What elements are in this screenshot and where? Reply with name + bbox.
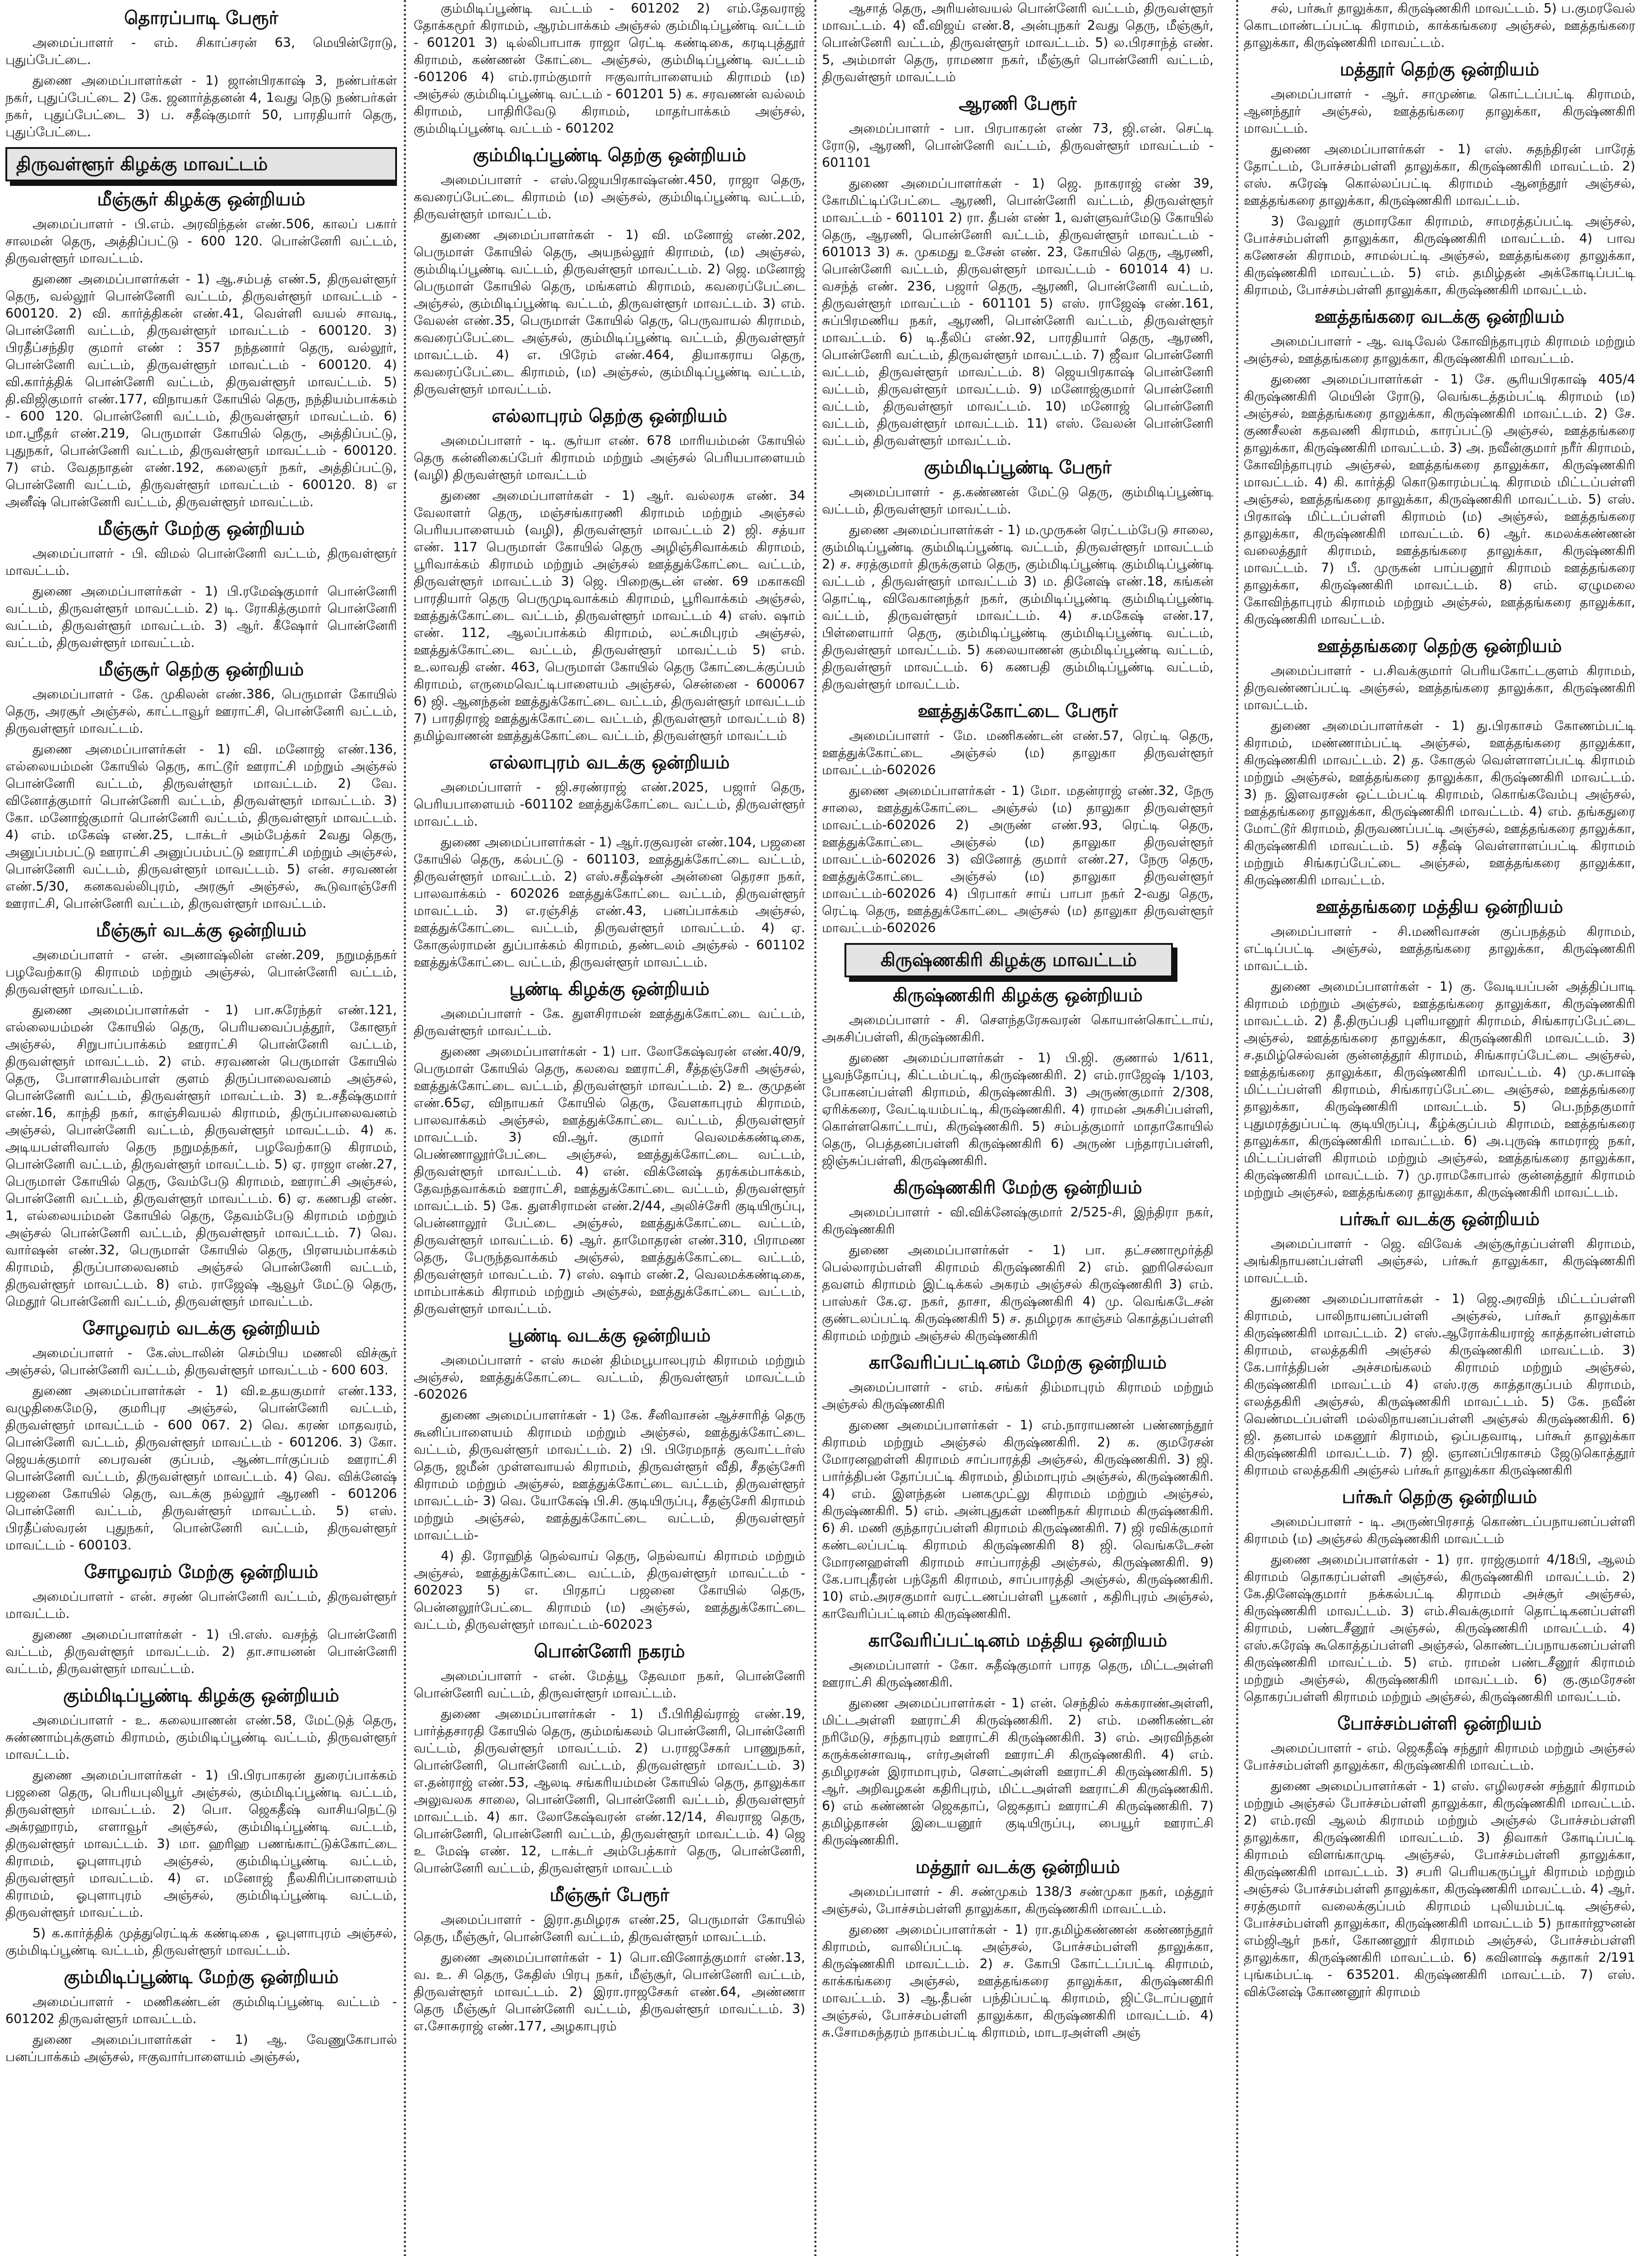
section-heading: ஆரணி பேரூர்	[959, 93, 1077, 114]
member-paragraph: அமைப்பாளர் - பா. பிரபாகரன் எண் 73, ஜி.என். செட்டி ரோடு, ஆரணி, பொன்னேரி வட்டம், திருவள்ளூர் மாவட்டம் - 601101	[822, 121, 1214, 170]
column-2	[414, 0, 805, 2256]
section-heading: காவேரிப்பட்டினம் மத்திய ஒன்றியம்	[868, 1630, 1167, 1651]
section-heading: சோழவரம் வடக்கு ஒன்றியம்	[82, 1318, 320, 1339]
section-heading: போச்சம்பள்ளி ஒன்றியம்	[1337, 1713, 1542, 1734]
section-heading: மீஞ்சூர் மேற்கு ஒன்றியம்	[97, 518, 305, 539]
member-paragraph: அமைப்பாளர் - கே. துளசிராமன் ஊத்துக்கோட்டை வட்டம், திருவள்ளூர் மாவட்டம்.	[414, 1006, 805, 1038]
member-paragraph: அமைப்பாளர் - பி. விமல் பொன்னேரி வட்டம், திருவள்ளூர் மாவட்டம்.	[5, 546, 397, 578]
district-heading: திருவள்ளூர் கிழக்கு மாவட்டம்	[5, 147, 397, 181]
section-heading: மத்தூர் வடக்கு ஒன்றியம்	[915, 1857, 1120, 1877]
section-heading: ஊத்துக்கோட்டை பேரூர்	[918, 701, 1118, 721]
member-paragraph: அமைப்பாளர் - டி. அருண்பிரசாத் கொண்டப்பநாயனப்பள்ளி கிராமம் (ம) அஞ்சல் கிருஷ்ணகிரி மாவட்டம்	[1244, 1514, 1635, 1546]
member-paragraph: அமைப்பாளர் - இரா.தமிழரசு எண்.25, பெருமாள் கோயில் தெரு, மீஞ்சூர், பொன்னேரி வட்டம், திருவள்ளூர் மாவட்டம்.	[414, 1912, 805, 1944]
member-paragraph: துணை அமைப்பாளர்கள் - 1) பா.சுரேந்தர் எண்.121, எல்லையம்மன் கோயில் தெரு, பெரியவைப்பத்தூர், கோளூர் அஞ்சல், சிறுபாப்பாக்கம் ஊராட்சி பொன்னேரி வட்டம், திருவள்ளூர் மாவட்டம். 2) எம். சரவணன் பெருமாள் கோயில் தெரு, போளாசிவம்பாள் குளம் திருப்பாலைவனம் அஞ்சல், பொன்னேரி வட்டம், திருவள்ளூர் மாவட்டம். 3) உ.சதீஷ்குமார் எண்.16, காந்தி நகர், காஞ்சிவயல் கிராமம், திருப்பாலைவனம் அஞ்சல், பொன்னேரி வட்டம், திருவள்ளூர் மாவட்டம். 4) க. அடியபள்ளிவாஸ் தெரு நறுமத்நகர், பழவேற்காடு கிராமம், பொன்னேரி வட்டம், திருவள்ளூர் மாவட்டம். 5) ஏ. ராஜா எண்.27, பெருமாள் கோயில் தெரு, வேம்பேடு கிராமம், ஊராட்சி அஞ்சல், பொன்னேரி வட்டம், திருவள்ளூர் மாவட்டம். 6) ஏ. கணபதி எண். 1, எல்லையம்மன் கோயில் தெரு, தேவம்பேடு கிராமம் மற்றும் அஞ்சல் பொன்னேரி வட்டம், திருவள்ளூர் மாவட்டம். 7) வெ. வார்ஷன் எண்.32, பெருமாள் கோயில் தெரு, பிரளயம்பாக்கம் கிராமம், திருப்பாலைவனம் அஞ்சல் பொன்னேரி வட்டம், திருவள்ளூர் மாவட்டம். 8) எம். ராஜேஷ் ஆவூர் மேட்டு தெரு, மெதூர் பொன்னேரி வட்டம், திருவள்ளூர் மாவட்டம்.	[5, 1003, 397, 1309]
member-paragraph: அமைப்பாளர் - கே.ஸ்டாலின் செம்பிய மணலி விச்சூர் அஞ்சல், பொன்னேரி வட்டம், திருவள்ளூர் மாவட்டம் - 600 603.	[5, 1345, 397, 1378]
member-paragraph: துணை அமைப்பாளர்கள் - 1) ஆ. வேணுகோபால் பனப்பாக்கம் அஞ்சல், ஈகுவார்பாளையம் அஞ்சல்,	[5, 2032, 397, 2064]
section-heading: மீஞ்சூர் கிழக்கு ஒன்றியம்	[97, 189, 305, 210]
member-paragraph: அமைப்பாளர் - சி. சண்முகம் 138/3 சண்முகா நகர், மத்தூர் அஞ்சல், போச்சம்பள்ளி தாலுக்கா, கிருஷ்ணகிரி மாவட்டம்.	[822, 1884, 1214, 1916]
section-heading: மீஞ்சூர் வடக்கு ஒன்றியம்	[96, 920, 307, 941]
member-paragraph: துணை அமைப்பாளர்கள் - 1) என். செந்தில் சுக்கராண்அள்ளி, மிட்டஅள்ளி ஊராட்சி கிருஷ்ணகிரி. 2) எம். மணிகண்டன் நரிமேடு, சந்தாபுரம் ஊராட்சி கிருஷ்ணகிரி. 3) எம். அரவிந்தன் கருக்கன்சாவடி, எர்ரஅள்ளி ஊராட்சி கிருஷ்ணகிரி. 4) எம். தமிழரசன் இராமாபுரம், சௌட்அள்ளி ஊராட்சி கிருஷ்ணகிரி. 5) ஆர். அறிவழகன் கதிரிபுரம், மிட்டஅள்ளி ஊராட்சி கிருஷ்ணகிரி. 6) எம் கண்ணன் ஜெகதாப், ஜெகதாப் ஊராட்சி கிருஷ்ணகிரி. 7) தமிழ்தாசன் இடையனூர் குடியிருப்பு, பையூர் ஊராட்சி கிருஷ்ணகிரி.	[822, 1696, 1214, 1848]
member-paragraph: 4) தி. ரோஹித் நெல்வாய் தெரு, நெல்வாய் கிராமம் மற்றும் அஞ்சல், ஊத்துக்கோட்டை வட்டம், திருவள்ளூர் மாவட்டம் - 602023 5) எ. பிரதாப் பஜனை கோயில் தெரு, பென்னலூர்பேட்டை கிராமம் (ம) அஞ்சல், ஊத்துக்கோட்டை வட்டம், திருவள்ளூர் மாவட்டம்-602023	[414, 1549, 805, 1632]
section-heading: கும்மிடிப்பூண்டி தெற்கு ஒன்றியம்	[473, 145, 746, 166]
member-paragraph: துணை அமைப்பாளர்கள் - 1) ஜெ.அரவிந் மிட்டப்பள்ளி கிராமம், பாலிநாயனப்பள்ளி அஞ்சல், பர்கூர் தாலுக்கா கிருஷ்ணகிரி மாவட்டம். 2) எஸ்.ஆரோக்கியராஜ் காத்தான்பள்ளம் கிராமம், எலத்தகிரி அஞ்சல் கிருஷ்ணகிரி மாவட்டம். 3) கே.பார்த்திபன் அச்சமங்கலம் கிராமம் மற்றும் அஞ்சல், கிருஷ்ணகிரி மாவட்டம் 4) எஸ்.ரகு காத்தாகுப்பம் கிராமம், எலத்தகிரி அஞ்சல், கிருஷ்ணகிரி மாவட்டம். 5) கே. நவீன் வெண்மடப்பள்ளி மல்லிநாயனப்பள்ளி அஞ்சல் கிருஷ்ணகிரி. 6) ஜி. தனபால் மகனூர் கிராமம், ஒப்பதவாடி, பர்கூர் தாலுக்கா கிருஷ்ணகிரி மாவட்டம். 7) ஜி. ஞானப்பிரகாசம் ஜேடுகொத்தூர் கிராமம் எலத்தகிரி அஞ்சல் பர்கூர் தாலுக்கா கிருஷ்ணகிரி	[1244, 1291, 1635, 1478]
section-heading: மீஞ்சூர் தெற்கு ஒன்றியம்	[98, 659, 304, 680]
member-paragraph: அமைப்பாளர் - ஆர். சாமுண்டீ கொட்டப்பட்டி கிராமம், ஆனந்தூர் அஞ்சல், ஊத்தங்கரை தாலுக்கா, கிருஷ்ணகிரி மாவட்டம்.	[1244, 87, 1635, 136]
member-paragraph: 3) வேலூர் குமாரகோ கிராமம், சாமரத்தப்பட்டி அஞ்சல், போச்சம்பள்ளி தாலுக்கா, கிருஷ்ணகிரி மாவட்டம். 4) பாவ கணேசன் கிராமம், சாமல்பட்டி அஞ்சல், ஊத்தங்கரை தாலுக்கா, கிருஷ்ணகிரி மாவட்டம். 5) எம். தமிழ்தன் அக்கோடிப்பட்டி கிராமம், போச்சம்பள்ளி தாலுக்கா, கிருஷ்ணகிரி மாவட்டம்.	[1244, 214, 1635, 297]
section-heading: ஊத்தங்கரை தெற்கு ஒன்றியம்	[1317, 636, 1562, 656]
section-heading: பொன்னேரி நகரம்	[534, 1641, 685, 1662]
member-paragraph: துணை அமைப்பாளர்கள் - 1) பா. லோகேஷ்வரன் எண்.40/9, பெருமாள் கோயில் தெரு, கலவை ஊராட்சி, சீத்தஞ்சேரி அஞ்சல், ஊத்துக்கோட்டை வட்டம், திருவள்ளூர் மாவட்டம். 2) உ. குமுதன் எண்.65ஏ, விநாயகர் கோயில் தெரு, வேளகாபுரம் கிராமம், பாலவாக்கம் அஞ்சல், ஊத்துக்கோட்டை வட்டம், திருவள்ளூர் மாவட்டம். 3) வி.ஆர். குமார் வெலமக்கண்டிகை, பெண்ணாலூர்பேட்டை அஞ்சல், ஊத்துக்கோட்டை வட்டம், திருவள்ளூர் மாவட்டம். 4) என். விக்னேஷ் தரக்கம்பாக்கம், தேவந்தவாக்கம் ஊராட்சி, ஊத்துக்கோட்டை வட்டம், திருவள்ளூர் மாவட்டம். 5) கே. துளசிராமன் எண்.2/44, அலிச்சேரி குடியிருப்பு, பென்னாலூர் பேட்டை அஞ்சல், ஊத்துக்கோட்டை வட்டம், திருவள்ளூர் மாவட்டம். 6) ஆர். தாமோதரன் எண்.310, பிராமண தெரு, பேருந்தவாக்கம் அஞ்சல், ஊத்துக்கோட்டை வட்டம், திருவள்ளூர் மாவட்டம். 7) எஸ். ஷாம் எண்.2, வெலமக்கண்டிகை, மாம்பாக்கம் கிராமம் மற்றும் அஞ்சல், ஊத்துக்கோட்டை வட்டம், திருவள்ளூர் மாவட்டம்.	[414, 1044, 805, 1316]
member-paragraph: துணை அமைப்பாளர்கள் - 1) ஜெ. நாகராஜ் எண் 39, கோமிட்டிப்பேட்டை ஆரணி, பொன்னேரி வட்டம், திருவள்ளூர் மாவட்டம் - 601101 2) ரா. தீபன் எண் 1, வள்ளுவர்மேடு கோயில் தெரு, ஆரணி, பொன்னேரி வட்டம், திருவள்ளூர் மாவட்டம் - 601013 3) சு. முகமது உசேன் எண். 23, கோயில் தெரு, ஆரணி, பொன்னேரி வட்டம், திருவள்ளூர் மாவட்டம் - 601014 4) ப. வசந்த் எண். 236, பஜார் தெரு, ஆரணி, பொன்னேரி வட்டம், திருவள்ளூர் மாவட்டம் - 601101 5) எஸ். ராஜேஷ் எண்.161, சுப்பிரமணிய நகர், ஆரணி, பொன்னேரி வட்டம், திருவள்ளூர் மாவட்டம். 6) டி.தீலிப் எண்.92, பாரதியார் தெரு, ஆரணி, பொன்னேரி வட்டம், திருவள்ளூர் மாவட்டம். 7) ஜீவா பொன்னேரி வட்டம், திருவள்ளூர் மாவட்டம். 8) ஜெயபிரகாஷ் பொன்னேரி வட்டம், திருவள்ளூர் மாவட்டம். 9) மனோஜ்குமார் பொன்னேரி வட்டம், திருவள்ளூர் மாவட்டம். 10) மனோஜ் பொன்னேரி வட்டம், திருவள்ளூர் மாவட்டம். 11) எஸ். வேலன் பொன்னேரி வட்டம், திருவள்ளூர் மாவட்டம்.	[822, 176, 1214, 448]
member-paragraph: 5) க.கார்த்திக் முத்துரெட்டிக் கண்டிகை , ஓபுளாபுரம் அஞ்சல், கும்மிடிப்பூண்டி வட்டம், திருவள்ளூர் மாவட்டம்.	[5, 1926, 397, 1958]
member-paragraph: அமைப்பாளர் - எஸ்.ஜெயபிரகாஷ்எண்.450, ராஜா தெரு, கவரைப்பேட்டை கிராமம் (ம) அஞ்சல், கும்மிடிப்பூண்டி வட்டம், திருவள்ளூர் மாவட்டம்.	[414, 172, 805, 222]
member-paragraph: துணை அமைப்பாளர்கள் - 1) பி.பிரபாகரன் துரைப்பாக்கம் பஜனை தெரு, பெரியபுலியூர் அஞ்சல், கும்மிடிப்பூண்டி வட்டம், திருவள்ளூர் மாவட்டம். 2) பொ. ஜெகதீஷ் வாசியநெட்டு அக்ரஹாரம், எளாவூர் அஞ்சல், கும்மிடிப்பூண்டி வட்டம், திருவள்ளூர் மாவட்டம். 3) மா. ஹரிஹ பணங்காட்டுக்கோட்டை கிராமம், ஓபுளாபுரம் அஞ்சல், கும்மிடிப்பூண்டி வட்டம், திருவள்ளூர் மாவட்டம். 4) எ. மனோஜ் நீலகிரிப்பாளையம் கிராமம், ஓபுளாபுரம் அஞ்சல், கும்மிடிப்பூண்டி வட்டம், திருவள்ளூர் மாவட்டம்.	[5, 1768, 397, 1920]
section-heading: கிருஷ்ணகிரி கிழக்கு ஒன்றியம்	[893, 985, 1143, 1006]
member-paragraph: துணை அமைப்பாளர்கள் - 1) ஆர்.ரகுவரன் எண்.104, பஜனை கோயில் தெரு, கல்பட்டு - 601103, ஊத்துக்கோட்டை வட்டம், திருவள்ளூர் மாவட்டம். 2) எஸ்.சதீஷ்சன் அன்னை தெரசா நகர், பாலவாக்கம் - 602026 ஊத்துக்கோட்டை வட்டம், திருவள்ளூர் மாவட்டம். 3) எ.ரஞ்சித் எண்.43, பனப்பாக்கம் அஞ்சல், ஊத்துக்கோட்டை வட்டம், திருவள்ளூர் மாவட்டம். 4) ஏ. கோகுல்ராமன் துப்பாக்கம் கிராமம், தண்டலம் அஞ்சல் - 601102 ஊத்துக்கோட்டை வட்டம், திருவள்ளூர் மாவட்டம்.	[414, 835, 805, 970]
section-heading: எல்லாபுரம் வடக்கு ஒன்றியம்	[489, 752, 730, 773]
district-heading: கிருஷ்ணகிரி கிழக்கு மாவட்டம்	[844, 943, 1173, 977]
member-paragraph: அமைப்பாளர் - வி.விக்னேஷ்குமார் 2/525-சி, இந்திரா நகர், கிருஷ்ணகிரி	[822, 1205, 1214, 1237]
column-4	[1244, 0, 1635, 2256]
member-paragraph: துணை அமைப்பாளர்கள் - 1) ஆ.சம்பத் எண்.5, திருவள்ளூர் தெரு, வல்லூர் பொன்னேரி வட்டம், திருவள்ளூர் மாவட்டம் - 600120. 2) வி. கார்த்திகன் எண்.41, வெள்ளி வயல் சாவடி, பொன்னேரி வட்டம், திருவள்ளூர் மாவட்டம் - 600120. 3) பிரதீப்சந்திர குமார் எண் : 357 நந்தனார் தெரு, வல்லூர், பொன்னேரி வட்டம், திருவள்ளூர் மாவட்டம் - 600120. 4) வி.கார்த்திக் பொன்னேரி வட்டம், திருவள்ளூர் மாவட்டம். 5) தி.விஜிகுமார் எண்.177, விநாயகர் கோயில் தெரு, நந்தியம்பாக்கம் - 600 120. பொன்னேரி வட்டம், திருவள்ளூர் மாவட்டம். 6) மா.ஸ்ரீதர் எண்.219, பெருமாள் கோயில் தெரு, அத்திப்பட்டு, புதுநகர், பொன்னேரி வட்டம், திருவள்ளூர் மாவட்டம் - 600120. 7) எம். வேதநாதன் எண்.192, கலைஞர் நகர், அத்திப்பட்டு, பொன்னேரி வட்டம், திருவள்ளூர் மாவட்டம் - 600120. 8) எ அனீஷ் பொன்னேரி வட்டம், திருவள்ளூர் மாவட்டம்.	[5, 272, 397, 509]
section-heading: பூண்டி வடக்கு ஒன்றியம்	[508, 1325, 711, 1346]
member-paragraph: அமைப்பாளர் - கோ. சுதீஷ்குமார் பாரத தெரு, மிட்டஅள்ளி ஊராட்சி கிருஷ்ணகிரி.	[822, 1658, 1214, 1690]
section-heading: பூண்டி கிழக்கு ஒன்றியம்	[509, 979, 710, 999]
member-paragraph: துணை அமைப்பாளர்கள் - 1) எம்.நாராயணன் பண்ணந்தூர் கிராமம் மற்றும் அஞ்சல் கிருஷ்ணகிரி. 2) க. குமரேசன் மோரனஹள்ளி கிராமம் சாப்பாரத்தி அஞ்சல், கிருஷ்ணகிரி. 3) ஜி. பார்த்திபன் தோப்பட்டி கிராமம், திம்மாபுரம் அஞ்சல், கிருஷ்ணகிரி. 4) எம். இளந்தன் பனகமுட்லு கிராமம் மற்றும் அஞ்சல், கிருஷ்ணகிரி. 5) எம். அன்புதுகள் மணிநகர் கிராமம் கிருஷ்ணகிரி. 6) சி. மணி குந்தாரப்பள்ளி கிராமம் கிருஷ்ணகிரி. 7) ஜி ரவிக்குமார் கண்டலப்பட்டி கிராமம் கிருஷ்ணகிரி 8) ஜி. வெங்கடேசன் மோரனஹள்ளி கிராமம் சாப்பாரத்தி அஞ்சல், கிருஷ்ணகிரி. 9) கே.பாபுதீரன் பந்தேரி கிராமம், சாப்பாரத்தி அஞ்சல், கிருஷ்ணகிரி. 10) எம்.அரசகுமார் வரட்டணப்பள்ளி பூகனர் , கதிரிபுரம் அஞ்சல், காவேரிப்பட்டினம் கிருஷ்ணகிரி.	[822, 1418, 1214, 1621]
member-paragraph: அமைப்பாளர் - உ. கலையாணன் எண்.58, மேட்டுத் தெரு, சுண்ணாம்புக்குளம் கிராமம், கும்மிடிப்பூண்டி வட்டம், திருவள்ளூர் மாவட்டம்.	[5, 1713, 397, 1762]
member-paragraph: அமைப்பாளர் - ஜெ. விவேக் அஞ்சூர்தப்பள்ளி கிராமம், அங்கிநாயனப்பள்ளி அஞ்சல், பர்கூர் தாலுக்கா, கிருஷ்ணகிரி மாவட்டம்.	[1244, 1236, 1635, 1285]
member-paragraph: துணை அமைப்பாளர்கள் - 1) பி.ரமேஷ்குமார் பொன்னேரி வட்டம், திருவள்ளூர் மாவட்டம். 2) டி. ரோகித்குமார் பொன்னேரி வட்டம், திருவள்ளூர் மாவட்டம். 3) ஆர். கீஷோர் பொன்னேரி வட்டம், திருவள்ளூர் மாவட்டம்.	[5, 584, 397, 650]
member-paragraph: அமைப்பாளர் - எம். சிகாப்சரன் 63, மெயின்ரோடு, புதுப்பேட்டை.	[5, 35, 397, 67]
member-paragraph: அமைப்பாளர் - டி. சூர்யா எண். 678 மாரியம்மன் கோயில் தெரு கன்னிகைப்பேர் கிராமம் மற்றும் அஞ்சல் பெரியபாளையம் (வழி) திருவள்ளூர் மாவட்டம்	[414, 433, 805, 482]
member-paragraph: அமைப்பாளர் - எஸ் சுமன் திம்மபூபாலபுரம் கிராமம் மற்றும் அஞ்சல், ஊத்துக்கோட்டை வட்டம், திருவள்ளூர் மாவட்டம் -602026	[414, 1353, 805, 1402]
section-heading: கும்மிடிப்பூண்டி பேரூர்	[924, 457, 1112, 478]
member-paragraph: அமைப்பாளர் - பி.எம். அரவிந்தன் எண்.506, காலப் பகார் சாலமன் தெரு, அத்திப்பட்டு - 600 120. பொன்னேரி வட்டம், திருவள்ளூர் மாவட்டம்.	[5, 217, 397, 266]
member-paragraph: துணை அமைப்பாளர்கள் - 1) து.பிரகாசம் கோணம்பட்டி கிராமம், மண்ணாம்பட்டி அஞ்சல், ஊத்தங்கரை தாலுக்கா, கிருஷ்ணகிரி மாவட்டம். 2) த. கோகுல் வெள்ளாளப்பட்டி கிராமம் மற்றும் அஞ்சல், ஊத்தங்கரை தாலுக்கா, கிருஷ்ணகிரி மாவட்டம். 3) ந. இளவரசன் ஒட்டம்பட்டி கிராமம், கொங்கவேம்பு அஞ்சல், ஊத்தங்கரை தாலுக்கா, கிருஷ்ணகிரி மாவட்டம். 4) எம். தங்கதுரை மோட்டூர் கிராமம், திருவணப்பட்டி அஞ்சல், ஊத்தங்கரை தாலுக்கா, கிருஷ்ணகிரி மாவட்டம். 5) சதீஷ் வெள்ளாளப்பட்டி கிராமம் மற்றும் சிங்கரப்பேட்டை அஞ்சல், ஊத்தங்கரை தாலுக்கா, கிருஷ்ணகிரி மாவட்டம்.	[1244, 718, 1635, 888]
column-1	[5, 0, 397, 2256]
member-paragraph: துணை அமைப்பாளர்கள் - 1) பொ.வினோத்குமார் எண்.13, வ. உ. சி தெரு, கேதிஸ் பிரபு நகர், மீஞ்சூர், பொன்னேரி வட்டம், திருவள்ளூர் மாவட்டம். 2) இரா.ராஜசேகர் எண்.64, அண்ணா தெரு மீஞ்சூர் பொன்னேரி வட்டம், திருவள்ளூர் மாவட்டம். 3) எ.சோசுராஜ் எண்.177, அழகாபுரம்	[414, 1950, 805, 2034]
member-paragraph: ஆசாத் தெரு, அரியன்வயல் பொன்னேரி வட்டம், திருவள்ளூர் மாவட்டம். 4) வீ.விஜய் எண்.8, அன்புநகர் 2வது தெரு, மீஞ்சூர், பொன்னேரி வட்டம், திருவள்ளூர் மாவட்டம். 5) ல.பிரசாந்த் எண். 5, அம்மாள் தெரு, ராமணா நகர், மீஞ்சூர் பொன்னேரி வட்டம், திருவள்ளூர் மாவட்டம்	[822, 1, 1214, 84]
column-divider	[1236, 0, 1238, 2256]
member-paragraph: துணை அமைப்பாளர்கள் - 1) பி.எஸ். வசந்த் பொன்னேரி வட்டம், திருவள்ளூர் மாவட்டம். 2) தா.சாயனன் பொன்னேரி வட்டம், திருவள்ளூர் மாவட்டம்.	[5, 1627, 397, 1676]
member-paragraph: சல், பர்கூர் தாலுக்கா, கிருஷ்ணகிரி மாவட்டம். 5) ப.குமரவேல் கொடமாண்டப்பட்டி கிராமம், காக்கங்கரை அஞ்சல், ஊத்தங்கரை தாலுக்கா, கிருஷ்ணகிரி மாவட்டம்.	[1244, 1, 1635, 50]
member-paragraph: துணை அமைப்பாளர்கள் - 1) ஆர். வல்லரசு எண். 34 வேலாளர் தெரு, மஞ்சங்காரணி கிராமம் மற்றும் அஞ்சல் பெரியபாளையம் (வழி), திருவள்ளூர் மாவட்டம் 2) ஜி. சத்யா எண். 117 பெருமாள் கோயில் தெரு அழிஞ்சிவாக்கம் கிராமம், பூரிவாக்கம் கிராமம் மற்றும் அஞ்சல் ஊத்துக்கோட்டை வட்டம், திருவள்ளூர் மாவட்டம் 3) ஜெ. பிறைசூடன் எண். 69 மகாகவி பாரதியார் தெரு பெருமுடிவாக்கம் கிராமம், பூரிவாக்கம் அஞ்சல், ஊத்துக்கோட்டை வட்டம், திருவள்ளூர் மாவட்டம் 4) எஸ். ஷாம் எண். 112, ஆலப்பாக்கம் கிராமம், லட்சுமிபுரம் அஞ்சல், ஊத்துக்கோட்டை வட்டம், திருவள்ளூர் மாவட்டம் 5) எம். உ.லாவதி எண். 463, பெருமாள் கோயில் தெரு கோட்டைக்குப்பம் கிராமம், எருமைவெட்டிபாளையம் அஞ்சல், சென்னை - 600067 6) ஜி. ஆனந்தன் ஊத்துக்கோட்டை வட்டம், திருவள்ளூர் மாவட்டம் 7) பாரதிராஜ் ஊத்துக்கோட்டை வட்டம், திருவள்ளூர் மாவட்டம் 8) தமிழ்வாணன் ஊத்துக்கோட்டை வட்டம், திருவள்ளூர் மாவட்டம்	[414, 488, 805, 743]
section-heading: மீஞ்சூர் பேரூர்	[549, 1885, 669, 1905]
member-paragraph: அமைப்பாளர் - ப.சிவக்குமார் பெரியகோட்டகுளம் கிராமம், திருவண்ணப்பட்டி அஞ்சல், ஊத்தங்கரை தாலுக்கா, கிருஷ்ணகிரி மாவட்டம்.	[1244, 663, 1635, 712]
member-paragraph: துணை அமைப்பாளர்கள் - 1) வி.உதயகுமார் எண்.133, வழுதிகைமேடு, குமரிபுர அஞ்சல், பொன்னேரி வட்டம், திருவள்ளூர் மாவட்டம் - 600 067. 2) வெ. கரண் மாதவரம், பொன்னேரி வட்டம், திருவள்ளூர் மாவட்டம் - 601206. 3) கோ. ஜெயக்குமார் பைரவன் குப்பம், ஆண்டார்குப்பம் ஊராட்சி பொன்னேரி வட்டம், திருவள்ளூர் மாவட்டம். 4) வெ. விக்னேஷ் பஜனை கோயில் தெரு, வடக்கு நல்லூர் ஆரணி - 601206 பொன்னேரி வட்டம், திருவள்ளூர் மாவட்டம். 5) எஸ். பிரதீப்ஸ்வரன் புதுநகர், பொன்னேரி வட்டம், திருவள்ளூர் மாவட்டம் - 600103.	[5, 1383, 397, 1553]
member-paragraph: துணை அமைப்பாளர்கள் - 1) பீ.பிரிதிவ்ராஜ் எண்.19, பார்த்தசாரதி கோயில் தெரு, கும்மங்கலம் பொன்னேரி, பொன்னேரி வட்டம், திருவள்ளூர் மாவட்டம். 2) ப.ராஜசேகர் பாணுநகர், பொன்னேரி, பொன்னேரி வட்டம், திருவள்ளூர் மாவட்டம். 3) எ.தன்ராஜ் எண்.53, ஆலடி சங்கரியம்மன் கோயில் தெரு, தாலுக்கா அலுவலக சாலை, பொன்னேரி, பொன்னேரி வட்டம், திருவள்ளூர் மாவட்டம். 4) கா. லோகேஷ்வரன் எண்.12/14, சிவராஜ தெரு, பொன்னேரி, பொன்னேரி வட்டம், திருவள்ளூர் மாவட்டம். 4) ஜெ உ மேஷ் எண். 12, டாக்டர் அம்பேத்கார் தெரு, பொன்னேரி, பொன்னேரி வட்டம், திருவள்ளூர் மாவட்டம்	[414, 1706, 805, 1876]
section-heading: காவேரிப்பட்டினம் மேற்கு ஒன்றியம்	[868, 1352, 1167, 1373]
member-paragraph: துணை அமைப்பாளர்கள் - 1) ம.முருகன் ரெட்டம்பேடு சாலை, கும்மிடிப்பூண்டி கும்மிடிப்பூண்டி வட்டம், திருவள்ளூர் மாவட்டம் 2) ச. சரத்குமார் திருக்குளம் தெரு, கும்மிடிப்பூண்டி கும்மிடிப்பூண்டி வட்டம் , திருவள்ளூர் மாவட்டம் 3) ம. தினேஷ் எண்.18, கங்கன் தொட்டி, விவேகானந்தர் நகர், கும்மிடிப்பூண்டி கும்மிடிப்பூண்டி வட்டம், திருவள்ளூர் மாவட்டம். 4) ச.மகேஷ் எண்.17, பிள்ளையார் தெரு, கும்மிடிப்பூண்டி கும்மிடிப்பூண்டி வட்டம், திருவள்ளூர் மாவட்டம். 5) கலையாணன் கும்மிடிப்பூண்டி வட்டம், திருவள்ளூர் மாவட்டம். 6) கணபதி கும்மிடிப்பூண்டி வட்டம், திருவள்ளூர் மாவட்டம்.	[822, 522, 1214, 692]
section-heading: எல்லாபுரம் தெற்கு ஒன்றியம்	[492, 406, 727, 426]
member-paragraph: துணை அமைப்பாளர்கள் - 1) எஸ். சுதந்திரன் பாரேத் தோட்டம், போச்சம்பள்ளி தாலுக்கா, கிருஷ்ணகிரி மாவட்டம். 2) எஸ். சுரேஷ் கொல்லப்பட்டி கிராமம் ஆனந்தூர் அஞ்சல், ஊத்தங்கரை தாலுக்கா, கிருஷ்ணகிரி மாவட்டம்.	[1244, 142, 1635, 208]
section-heading: மத்தூர் தெற்கு ஒன்றியம்	[1339, 59, 1540, 80]
member-paragraph: அமைப்பாளர் - சி. சௌந்தரேசுவரன் கொயான்கொட்டாய், அகசிப்பள்ளி, கிருஷ்ணகிரி.	[822, 1012, 1214, 1045]
member-paragraph: அமைப்பாளர் - கே. முகிலன் எண்.386, பெருமாள் கோயில் தெரு, அரசூர் அஞ்சல், காட்டாவூர் ஊராட்சி, பொன்னேரி வட்டம், திருவள்ளூர் மாவட்டம்.	[5, 687, 397, 736]
section-heading: ஊத்தங்கரை மத்திய ஒன்றியம்	[1316, 897, 1563, 917]
member-paragraph: அமைப்பாளர் - சி.மணிவாசன் குப்பநத்தம் கிராமம், எட்டிப்பட்டி அஞ்சல், ஊத்தங்கரை தாலுக்கா, கிருஷ்ணகிரி மாவட்டம்.	[1244, 924, 1635, 973]
member-paragraph: அமைப்பாளர் - ஜி.சரண்ராஜ் எண்.2025, பஜார் தெரு, பெரியபாளையம் -601102 ஊத்துக்கோட்டை வட்டம், திருவள்ளூர் மாவட்டம்.	[414, 780, 805, 829]
member-paragraph: துணை அமைப்பாளர்கள் - 1) கே. சீனிவாசன் ஆச்சாரித் தெரு கூனிப்பாளையம் கிராமம் மற்றும் அஞ்சல், ஊத்துக்கோட்டை வட்டம், திருவள்ளூர் மாவட்டம். 2) பி. பிரேமநாத் குவாட்டர்ஸ் தெரு, ஜமீன் முள்ளவாயல் கிராமம், திருவள்ளூர் வீதி, சீதஞ்சேரி கிராமம் மற்றும் அஞ்சல், ஊத்துக்கோட்டை வட்டம், திருவள்ளூர் மாவட்டம்- 3) வெ. யோகேஷ் பி.சி. குடியிருப்பு, சீதஞ்சேரி கிராமம் மற்றும் அஞ்சல், ஊத்துக்கோட்டை வட்டம், திருவள்ளூர் மாவட்டம்-	[414, 1408, 805, 1543]
member-paragraph: அமைப்பாளர் - மே. மணிகண்டன் எண்.57, ரெட்டி தெரு, ஊத்துக்கோட்டை அஞ்சல் (ம) தாலுகா திருவள்ளூர் மாவட்டம்-602026	[822, 728, 1214, 777]
member-paragraph: கும்மிடிப்பூண்டி வட்டம் - 601202 2) எம்.தேவராஜ் தோக்கமூர் கிராமம், ஆரம்பாக்கம் அஞ்சல் கும்மிடிப்பூண்டி வட்டம் - 601201 3) டில்லிபாபாசு ராஜா ரெட்டி கண்டிகை, கரடிபுத்தூர் கிராமம், கண்ணன் கோட்டை அஞ்சல், கும்மிடிப்பூண்டி வட்டம் -601206 4) எம்.ராம்குமார் ஈகுவார்பாளையம் கிராமம் (ம) அஞ்சல் கும்மிடிப்பூண்டி வட்டம் - 601201 5) க. சரவணன் வல்லம் கிராமம், பாதிரிவேடு கிராமம், மாதர்பாக்கம் அஞ்சல், கும்மிடிப்பூண்டி வட்டம் - 601202	[414, 1, 805, 136]
member-paragraph: அமைப்பாளர் - என். மேத்யூ தேவமா நகர், பொன்னேரி பொன்னேரி வட்டம், திருவள்ளூர் மாவட்டம்.	[414, 1669, 805, 1701]
member-paragraph: துணை அமைப்பாளர்கள் - 1) ரா. ராஜ்குமார் 4/18பி, ஆலம் கிராமம் தொகரப்பள்ளி அஞ்சல், கிருஷ்ணகிரி மாவட்டம். 2) கே.தினேஷ்குமார் நக்கல்பட்டி கிராமம் அச்சூர் அஞ்சல், கிருஷ்ணகிரி மாவட்டம். 3) எம்.சிவக்குமார் தொட்டிகனப்பள்ளி கிராமம், பண்டசீனூர் அஞ்சல், கிருஷ்ணகிரி மாவட்டம். 4) எஸ்.சுரேஷ் கூகொத்தப்பள்ளி அஞ்சல், கொண்டப்பநாயகனப்பள்ளி கிருஷ்ணகிரி மாவட்டம். 5) எம். ராமன் பண்டசீனூர் கிராமம் மற்றும் அஞ்சல், கிருஷ்ணகிரி மாவட்டம். 6) கு.குமரேசன் தொகரப்பள்ளி கிராமம் மற்றும் அஞ்சல், கிருஷ்ணகிரி மாவட்டம்.	[1244, 1552, 1635, 1704]
member-paragraph: அமைப்பாளர் - என். சரண் பொன்னேரி வட்டம், திருவள்ளூர் மாவட்டம்.	[5, 1589, 397, 1621]
member-paragraph: அமைப்பாளர் - மணிகண்டன் கும்மிடிப்பூண்டி வட்டம் - 601202 திருவள்ளூர் மாவட்டம்.	[5, 1994, 397, 2026]
member-paragraph: துணை அமைப்பாளர்கள் - 1) சே. சூரியபிரகாஷ் 405/4 கிருஷ்ணகிரி மெயின் ரோடு, வெங்கடத்தம்பட்டி கிராமம் (ம) அஞ்சல், ஊத்தங்கரை தாலுக்கா, கிருஷ்ணகிரி மாவட்டம். 2) சே. குணசீலன் கதவணி கிராமம், காரப்பட்டு அஞ்சல், ஊத்தங்கரை தாலுக்கா, கிருஷ்ணகிரி மாவட்டம். 3) அ. நவீன்குமார் நரீர் கிராமம், கோவிந்தாபுரம் அஞ்சல், ஊத்தங்கரை தாலுக்கா, கிருஷ்ணகிரி மாவட்டம். 4) கி. கார்த்தி கொடுகாரம்பட்டி கிராமம் மிட்டப்பள்ளி அஞ்சல், ஊத்தங்கரை தாலுக்கா, கிருஷ்ணகிரி மாவட்டம். 5) எஸ். பிரகாஷ் மிட்டப்பள்ளி கிராமம் (ம) அஞ்சல், ஊத்தங்கரை தாலுக்கா, கிருஷ்ணகிரி மாவட்டம். 6) ஆர். கமலக்கண்ணன் வலைத்தூர் கிராமம், ஊத்தங்கரை தாலுக்கா, கிருஷ்ணகிரி மாவட்டம். 7) பீ. முருகன் பாப்பனூர் கிராமம் ஊத்தங்கரை தாலுக்கா, கிருஷ்ணகிரி மாவட்டம். 8) எம். ஏழுமலை கோவிந்தாபுரம் கிராமம் மற்றும் அஞ்சல், ஊத்தங்கரை தாலுக்கா, கிருஷ்ணகிரி மாவட்டம்.	[1244, 372, 1635, 627]
member-paragraph: துணை அமைப்பாளர்கள் - 1) வி. மனோஜ் எண்.136, எல்லையம்மன் கோயில் தெரு, காட்டூர் ஊராட்சி மற்றும் அஞ்சல் பொன்னேரி வட்டம், திருவள்ளூர் மாவட்டம். 2) வே. வினோத்குமார் பொன்னேரி வட்டம், திருவள்ளூர் மாவட்டம். 3) கோ. மனோஜ்குமார் பொன்னேரி வட்டம், திருவள்ளூர் மாவட்டம். 4) எம். மகேஷ் எண்.25, டாக்டர் அம்பேத்கர் 2வது தெரு, அனுப்பம்பட்டு ஊராட்சி அனுப்பம்பட்டு ஊராட்சி மற்றும் அஞ்சல், பொன்னேரி வட்டம், திருவள்ளூர் மாவட்டம். 5) என். சரவணன் எண்.5/30, கனகவல்லிபுரம், அரசூர் அஞ்சல், கூடுவாஞ்சேரி ஊராட்சி, பொன்னேரி வட்டம், திருவள்ளூர் மாவட்டம்.	[5, 742, 397, 911]
section-heading: பர்கூர் தெற்கு ஒன்றியம்	[1342, 1487, 1537, 1507]
member-paragraph: துணை அமைப்பாளர்கள் - 1) வி. மனோஜ் எண்.202, பெருமாள் கோயில் தெரு, அயநல்லூர் கிராமம், (ம) அஞ்சல், கும்மிடிப்பூண்டி வட்டம், திருவள்ளூர் மாவட்டம். 2) ஜெ. மனோஜ் பெருமாள் கோயில் தெரு, மங்களம் கிராமம், கவரைப்பேட்டை அஞ்சல், கும்மிடிப்பூண்டி வட்டம், திருவள்ளூர் மாவட்டம். 3) எம். வேலன் எண்.35, பெருமாள் கோயில் தெரு, பெருவாயல் கிராமம், கவரைப்பேட்டை அஞ்சல், கும்மிடிப்பூண்டி வட்டம், திருவள்ளூர் மாவட்டம். 4) எ. பிரேம் எண்.464, தியாகராய தெரு, கவரைப்பேட்டை கிராமம், (ம) அஞ்சல், கும்மிடிப்பூண்டி வட்டம், திருவள்ளூர் மாவட்டம்.	[414, 227, 805, 397]
member-paragraph: அமைப்பாளர் - என். அனாஷ்லின் எண்.209, நறுமத்நகர் பழவேற்காடு கிராமம் மற்றும் அஞ்சல், பொன்னேரி வட்டம், திருவள்ளூர் மாவட்டம்.	[5, 948, 397, 997]
member-paragraph: அமைப்பாளர் - எம். சங்கர் திம்மாபுரம் கிராமம் மற்றும் அஞ்சல் கிருஷ்ணகிரி	[822, 1380, 1214, 1412]
member-paragraph: துணை அமைப்பாளர்கள் - 1) பா. தட்சணாமூர்த்தி பெல்லாரம்பள்ளி கிராமம் கிருஷ்ணகிரி 2) எம். ஹரிசெல்வா தவளம் கிராமம் இட்டிக்கல் அகரம் அஞ்சல் கிருஷ்ணகிரி 3) எம். பாஸ்கர் கே.ஏ. நகர், தாசா, கிருஷ்ணகிரி 4) மு. வெங்கடேசன் குண்டலப்பட்டி கிருஷ்ணகிரி 5) ச. தமிழரசு காஞ்சம் கொத்தப்பள்ளி கிராமம் மற்றும் அஞ்சல் கிருஷ்ணகிரி	[822, 1243, 1214, 1343]
column-3	[822, 0, 1214, 2256]
member-paragraph: அமைப்பாளர் - ஆ. வடிவேல் கோவிந்தாபுரம் கிராமம் மற்றும் அஞ்சல், ஊத்தங்கரை தாலுக்கா, கிருஷ்ணகிரி மாவட்டம்.	[1244, 334, 1635, 366]
section-heading: கும்மிடிப்பூண்டி கிழக்கு ஒன்றியம்	[63, 1685, 339, 1706]
section-heading: ஊத்தங்கரை வடக்கு ஒன்றியம்	[1315, 306, 1564, 327]
member-paragraph: அமைப்பாளர் - எம். ஜெகதீஷ் சந்தூர் கிராமம் மற்றும் அஞ்சல் போச்சம்பள்ளி தாலுக்கா, கிருஷ்ணகிரி மாவட்டம்.	[1244, 1741, 1635, 1773]
section-heading: கிருஷ்ணகிரி மேற்கு ஒன்றியம்	[893, 1177, 1142, 1198]
section-heading: சோழவரம் மேற்கு ஒன்றியம்	[84, 1562, 318, 1582]
member-paragraph: துணை அமைப்பாளர்கள் - 1) கு. வேடியப்பன் அத்திப்பாடி கிராமம் மற்றும் அஞ்சல், ஊத்தங்கரை தாலுக்கா, கிருஷ்ணகிரி மாவட்டம். 2) தீ.திருப்பதி புளியானூர் கிராமம், சிங்காரப்பேட்டை அஞ்சல், ஊத்தங்கரை தாலுக்கா, கிருஷ்ணகிரி மாவட்டம். 3) ச.தமிழ்செல்வன் குன்னத்தூர் கிராமம், சிங்காரப்பேட்டை அஞ்சல், ஊத்தங்கரை தாலுக்கா, கிருஷ்ணகிரி மாவட்டம். 4) மு.சுபாஷ் மிட்டப்பள்ளி கிராமம், சிங்காரப்பேட்டை அஞ்சல், ஊத்தங்கரை தாலுக்கா, கிருஷ்ணகிரி மாவட்டம். 5) பெ.நந்தகுமார் புதுமரத்துப்பட்டி குடியிருப்பு, கீழ்க்குப்பம் கிராமம், ஊத்தங்கரை தாலுக்கா, கிருஷ்ணகிரி மாவட்டம். 6) அ.புருஷ் காமராஜ் நகர், மிட்டப்பள்ளி கிராமம் மற்றும் அஞ்சல், ஊத்தங்கரை தாலுக்கா, கிருஷ்ணகிரி மாவட்டம். 7) மு.ராமகோபால் குன்னத்தூர் கிராமம் மற்றும் அஞ்சல், ஊத்தங்கரை தாலுக்கா, கிருஷ்ணகிரி மாவட்டம்.	[1244, 979, 1635, 1200]
section-heading: கும்மிடிப்பூண்டி மேற்கு ஒன்றியம்	[64, 1967, 339, 1988]
member-paragraph: துணை அமைப்பாளர்கள் - 1) மோ. மதன்ராஜ் எண்.32, நேரு சாலை, ஊத்துக்கோட்டை அஞ்சல் (ம) தாலுகா திருவள்ளூர் மாவட்டம்-602026 2) அருண் எண்.93, ரெட்டி தெரு, ஊத்துக்கோட்டை அஞ்சல் (ம) தாலுகா திருவள்ளூர் மாவட்டம்-602026 3) வினோத் குமார் எண்.27, நேரு தெரு, ஊத்துக்கோட்டை அஞ்சல் (ம) தாலுகா திருவள்ளூர் மாவட்டம்-602026 4) பிரபாகர் சாய் பாபா நகர் 2-வது தெரு, ரெட்டி தெரு, ஊத்துக்கோட்டை அஞ்சல் (ம) தாலுகா திருவள்ளூர் மாவட்டம்-602026	[822, 783, 1214, 935]
member-paragraph: அமைப்பாளர் - த.கண்ணன் மேட்டு தெரு, கும்மிடிப்பூண்டி வட்டம், திருவள்ளூர் மாவட்டம்.	[822, 485, 1214, 517]
section-heading: தொரப்பாடி பேரூர்	[124, 8, 278, 28]
section-heading: பர்கூர் வடக்கு ஒன்றியம்	[1339, 1209, 1540, 1230]
member-paragraph: துணை அமைப்பாளர்கள் - 1) ரா.தமிழ்கண்ணன் கண்ணந்தூர் கிராமம், வாலிப்பட்டி அஞ்சல், போச்சம்பள்ளி தாலுக்கா, கிருஷ்ணகிரி மாவட்டம். 2) ச. கோபி கோட்டப்பட்டி கிராமம், காக்கங்கரை அஞ்சல், ஊத்தங்கரை தாலுக்கா, கிருஷ்ணகிரி மாவட்டம். 3) ஆ.தீபன் பந்திப்பட்டி கிராமம், ஜிட்டோப்பனூர் அஞ்சல், போச்சம்பள்ளி தாலுக்கா, கிருஷ்ணகிரி மாவட்டம். 4) சு.சோமசுந்தரம் நாகம்பட்டி கிராமம், மாடரஅள்ளி அஞ்	[822, 1922, 1214, 2040]
member-paragraph: துணை அமைப்பாளர்கள் - 1) எஸ். எழிலரசன் சந்தூர் கிராமம் மற்றும் அஞ்சல் போச்சம்பள்ளி தாலுக்கா, கிருஷ்ணகிரி மாவட்டம். 2) எம்.ரவி ஆலம் கிராமம் மற்றும் அஞ்சல் போச்சம்பள்ளி தாலுக்கா, கிருஷ்ணகிரி மாவட்டம். 3) திவாகர் கோடிப்பட்டி கிராமம் விளங்காமுடி அஞ்சல், போச்சம்பள்ளி தாலுக்கா, கிருஷ்ணகிரி மாவட்டம். 3) சபரி பெரியகருப்பூர் கிராமம் மற்றும் அஞ்சல் போச்சம்பள்ளி தாலுக்கா, கிருஷ்ணகிரி மாவட்டம். 4) ஆர். சரத்குமார் வலைக்குப்பம் கிராமம் புலியம்பட்டி அஞ்சல், போச்சம்பள்ளி தாலுக்கா, கிருஷ்ணகிரி மாவட்டம் 5) நாகார்ஜுனன் எம்ஜிஆர் நகர், கோணனூர் கிராமம் அஞ்சல், போச்சம்பள்ளி தாலுக்கா, கிருஷ்ணகிரி மாவட்டம். 6) கவினாஷ் சுதாகர் 2/191 புங்கம்பட்டி - 635201. கிருஷ்ணகிரி மாவட்டம். 7) எஸ். விக்னேஷ் கோணனூர் கிராமம்	[1244, 1779, 1635, 1999]
member-paragraph: துணை அமைப்பாளர்கள் - 1) ஜான்பிரகாஷ் 3, நண்பர்கள் நகர், புதுப்பேட்டை 2) கே. ஜனார்த்தனன் 4, 1வது நெடு நண்பர்கள் நகர், புதுப்பேட்டை 3) ப. சதீஷ்குமார் 50, பாரதியார் தெரு, புதுப்பேட்டை.	[5, 73, 397, 139]
column-divider	[814, 0, 817, 2256]
member-paragraph: துணை அமைப்பாளர்கள் - 1) பி.ஜி. குணால் 1/611, பூவந்தோப்பு, கிட்டம்பட்டி, கிருஷ்ணகிரி. 2) எம்.ராஜேஷ் 1/103, போகனப்பள்ளி கிராமம், கிருஷ்ணகிரி. 3) அருண்குமார் 2/308, ஏரிக்கரை, வேட்டியம்பட்டி, கிருஷ்ணகிரி. 4) ராமன் அகசிப்பள்ளி, கொள்ளகொட்டாய், கிருஷ்ணகிரி. 5) சம்பத்குமார் மாதாகோயில் தெரு, பெத்தனப்பள்ளி கிருஷ்ணகிரி 6) அருண் பந்தாரப்பள்ளி, ஜிஞ்சுப்பள்ளி, கிருஷ்ணகிரி.	[822, 1050, 1214, 1168]
column-divider	[404, 0, 406, 2256]
